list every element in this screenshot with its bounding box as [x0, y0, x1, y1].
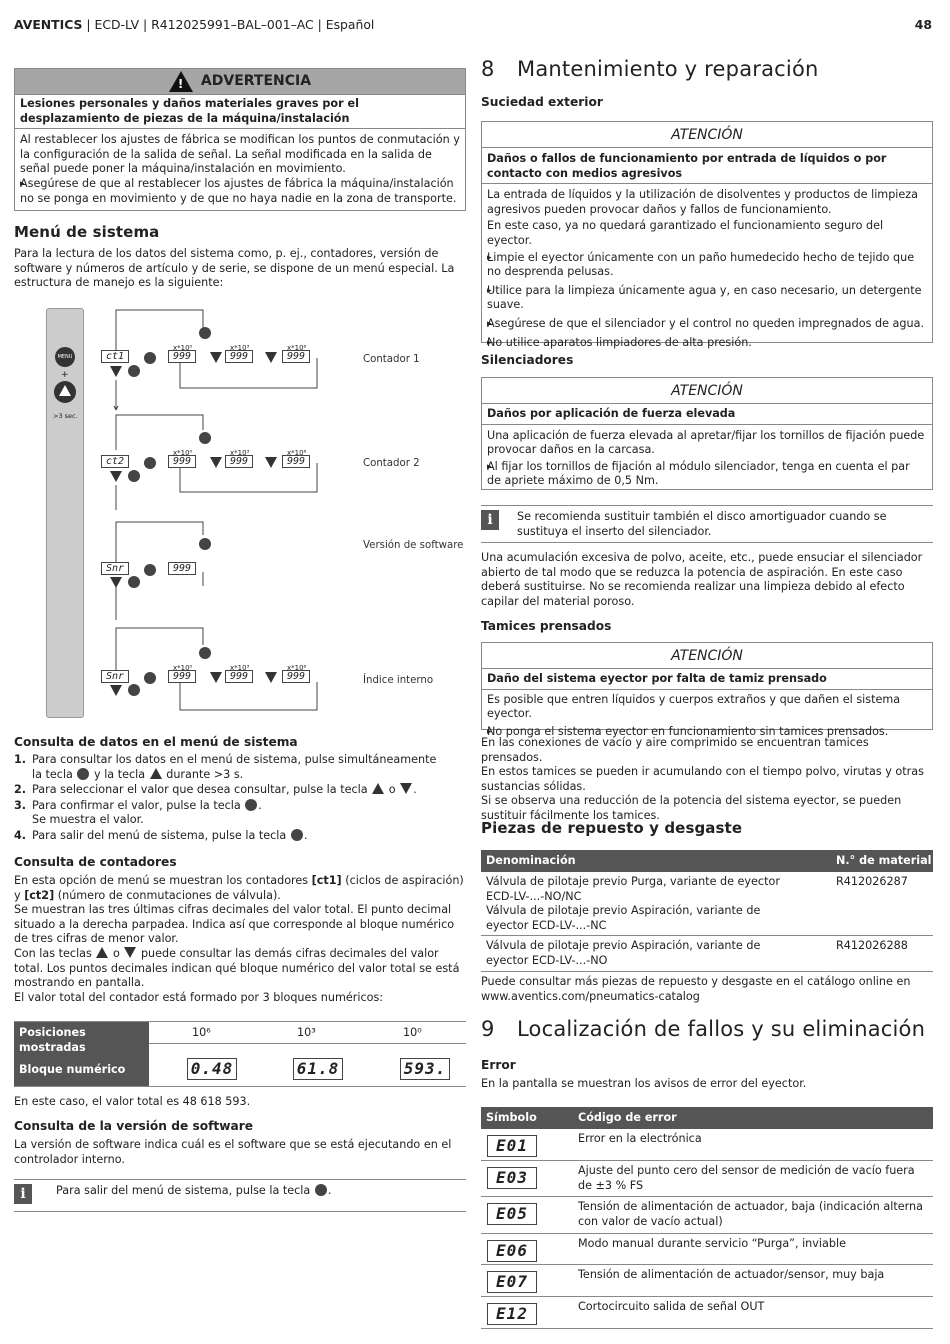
enter-key-icon: [128, 365, 140, 377]
lcd-row3-v1: 999: [168, 562, 196, 575]
plus-sign: +: [61, 370, 69, 380]
row1-label: Contador 1: [363, 354, 420, 365]
col-header: Denominación: [486, 854, 576, 867]
error-symbol: E07: [487, 1271, 537, 1293]
attention-box-3: ATENCIÓN Daño del sistema eyector por falta de tamiz prensado Es posible que entren líquidos y cuerpos extraños y que dañen el sistema eyector. ▸ No ponga el sistema eyector en funcionamiento sin tamices prensados.: [481, 642, 933, 730]
silencer-text: Una acumulación excesiva de polvo, aceite, etc., puede ensuciar el silenciador abierto de tal modo que se reduzca la potencia de aspiración. En este caso deberá sustituirse. No se recomienda realizar una limpieza debido al efecto capilar del material poroso.: [481, 551, 923, 608]
consulta-title: Consulta de datos en el menú de sistema: [14, 735, 298, 749]
lcd-row2-v1: 999: [168, 455, 196, 468]
section-menu-title: Menú de sistema: [14, 223, 160, 241]
error-description: Cortocircuito salida de señal OUT: [578, 1300, 765, 1313]
col-header: Código de error: [578, 1111, 677, 1124]
attention-title: ATENCIÓN: [482, 122, 932, 148]
step: 1. Para consultar los datos en el menú de sistema, pulse simultáneamente la tecla y la tecla durante >3 s.: [14, 753, 437, 781]
enter-key-icon: [128, 470, 140, 482]
info-text: Se recomienda sustituir también el disco amortiguador cuando se sustituya el inserto del silenciador.: [517, 510, 887, 538]
section9-title: 9 Localización de fallos y su eliminación: [481, 1017, 926, 1041]
enter-key-icon: [199, 538, 211, 550]
blocks-header: Posiciones mostradas Bloque numérico: [14, 1022, 149, 1086]
exp-label: x*10⁰: [173, 664, 193, 672]
pos-label: 10⁰: [403, 1026, 422, 1039]
error-symbol: E05: [487, 1203, 537, 1225]
lcd-row4-code: Snr: [101, 670, 129, 683]
error-symbol: E01: [487, 1135, 537, 1157]
enter-key-icon: [291, 829, 303, 841]
col-header: N.° de material: [836, 854, 932, 867]
exp-label: x*10⁰: [173, 449, 193, 457]
lcd-row4-v1: 999: [168, 670, 196, 683]
lcd-row4-v3: 999: [282, 670, 310, 683]
down-key-icon: [110, 685, 122, 696]
section8-title: 8 Mantenimiento y reparación: [481, 57, 819, 81]
brand: AVENTICS: [14, 17, 83, 32]
page-header: [14, 18, 374, 33]
exp-label: x*10⁶: [287, 344, 307, 352]
attention-subtitle: Daños o fallos de funcionamiento por entrada de líquidos o por contacto con medios agresivos: [482, 152, 932, 184]
menu-intro: Para la lectura de los datos del sistema como, p. ej., contadores, versión de software y números de artículo y de serie, se dispone de un menú especial. La estructura de manejo es la siguiente:: [14, 247, 455, 290]
error-symbol: E03: [487, 1167, 537, 1189]
up-key-icon: [150, 768, 162, 779]
error-description: Ajuste del punto cero del sensor de medición de vacío fuera de ±3 % FS: [578, 1164, 915, 1192]
enter-key-icon: [128, 576, 140, 588]
contadores-text: En esta opción de menú se muestran los contadores [ct1] (ciclos de aspiración) y [ct2] (número de conmutaciones de válvula). Se muestran las tres últimas cifras decimales del valor total. El punto decimal situado a la derecha parpadea. Indica así que corresponde al bloque numérico de tres cifras de menor valor. Con las teclas o puede consultar las demás cifras decimales del valor total. Los puntos decimales indican qué bloque numérico del valor total se está mostrando en pantalla. El valor total del contador está formado por 3 bloques numéricos:: [14, 874, 464, 1004]
table-row: [481, 1197, 933, 1234]
step: 2. Para seleccionar el valor que desea consultar, pulse la tecla o .: [14, 783, 417, 797]
enter-key-icon: [144, 672, 156, 684]
warning-bullet: ▸ Asegúrese de que al restablecer los ajustes de fábrica la máquina/instalación no se ponga en movimiento y de que no haya nadie en la zona de transporte.: [15, 177, 465, 206]
lcd-row2-v3: 999: [282, 455, 310, 468]
lcd-row2-v2: 999: [225, 455, 253, 468]
table-row: Válvula de pilotaje previo Aspiración, variante de eyector ECD-LV-...-NO R412026288: [486, 939, 908, 967]
down-key-icon: [210, 457, 222, 468]
hold-label: >3 sec.: [53, 412, 78, 420]
down-key-icon: [110, 577, 122, 588]
pos-label: 10⁶: [192, 1026, 211, 1039]
attention-title: ATENCIÓN: [482, 643, 932, 669]
row2-label: Contador 2: [363, 458, 420, 469]
error-symbol: E06: [487, 1240, 537, 1262]
software-text: La versión de software indica cuál es el software que se está ejecutando en el controlador interno.: [14, 1138, 452, 1166]
warning-icon: !: [169, 71, 193, 92]
down-key-icon: [124, 947, 136, 958]
exp-label: x*10⁰: [173, 344, 193, 352]
step: 3. Para confirmar el valor, pulse la tecla . Se muestra el valor.: [14, 798, 262, 827]
silencer-info: [481, 505, 933, 543]
lcd-row1-code: ct1: [101, 350, 129, 363]
doc-id: | ECD-LV | R412025991–BAL–001–AC | Español: [82, 17, 375, 32]
lcd-row4-v2: 999: [225, 670, 253, 683]
page-number: 48: [914, 17, 932, 32]
enter-key-icon: [77, 768, 89, 780]
exp-label: x*10³: [230, 664, 250, 672]
col-header: Símbolo: [486, 1111, 537, 1124]
table-row: [481, 1161, 933, 1197]
info-text: Para salir del menú de sistema, pulse la tecla: [56, 1184, 314, 1197]
table-row: [481, 1297, 933, 1329]
step: 4. Para salir del menú de sistema, pulse la tecla .: [14, 828, 308, 842]
enter-key-icon: [128, 684, 140, 696]
enter-key-icon: [199, 432, 211, 444]
down-key-icon: [110, 366, 122, 377]
exp-label: x*10³: [230, 449, 250, 457]
block-display: 0.48: [187, 1058, 237, 1080]
menu-diagram: [14, 300, 466, 725]
exp-label: x*10³: [230, 344, 250, 352]
warning-header: [15, 69, 465, 95]
error-description: Error en la electrónica: [578, 1132, 702, 1145]
up-key-icon: [372, 783, 384, 794]
attention-box-1: ATENCIÓN Daños o fallos de funcionamiento por entrada de líquidos o por contacto con medios agresivos La entrada de líquidos y la utilización de disolventes y productos de limpieza agresivos pueden provocar daños y fallos de funcionamiento. En este caso, ya no quedará garantizado el funcionamiento seguro del eyector. ▸ Limpie el eyector únicamente con un paño humedecido hecho de tejido que no desprenda pelusas. ▸ Utilice para la limpieza únicamente agua y, en caso necesario, un detergente suave. ▸ Asegúrese de que el silenciador y el control no queden impregnados de agua. ▸ No utilice aparatos limpiadores de alta presión.: [481, 121, 933, 343]
error-title: Error: [481, 1058, 516, 1072]
down-key-icon: [210, 352, 222, 363]
down-key-icon: [110, 471, 122, 482]
enter-key-icon: [245, 799, 257, 811]
exp-label: x*10⁶: [287, 449, 307, 457]
warning-title: ADVERTENCIA: [200, 73, 312, 90]
warning-subtitle: Lesiones personales y daños materiales graves por el desplazamiento de piezas de la máquina/instalación: [15, 97, 465, 129]
error-table: [481, 1107, 933, 1329]
exp-label: x*10⁶: [287, 664, 307, 672]
error-description: Tensión de alimentación de actuador/sensor, muy baja: [578, 1268, 885, 1281]
block-display: 593.: [400, 1058, 450, 1080]
software-title: Consulta de la versión de software: [14, 1119, 253, 1133]
tamices-text: En las conexiones de vacío y aire comprimido se encuentran tamices prensados. En estos tamices se pueden ir acumulando con el tiempo polvo, virutas y otras sustancias sólidas. Si se observa una reducción de la potencia del sistema eyector, se pueden sustituir fácilmente los tamices.: [481, 736, 924, 822]
info-icon: i: [481, 510, 499, 530]
menu-key-icon: MENU: [55, 347, 75, 367]
parts-table: [481, 850, 933, 972]
error-description: Tensión de alimentación de actuador, baja (indicación alterna con valor de vacío actual): [578, 1200, 923, 1228]
row4-label: Índice interno: [363, 675, 434, 686]
lcd-row2-code: ct2: [101, 455, 129, 468]
attention-title: ATENCIÓN: [482, 378, 932, 404]
down-key-icon: [265, 672, 277, 683]
error-text: En la pantalla se muestran los avisos de error del eyector.: [481, 1077, 807, 1090]
down-key-icon: [265, 352, 277, 363]
down-key-icon: [210, 672, 222, 683]
down-key-icon: [265, 457, 277, 468]
lcd-row1-v2: 999: [225, 350, 253, 363]
row3-label: Versión de software: [363, 540, 464, 551]
blocks-note: En este caso, el valor total es 48 618 593.: [14, 1095, 251, 1108]
enter-key-icon: [199, 647, 211, 659]
lcd-row1-v3: 999: [282, 350, 310, 363]
tamices-title: Tamices prensados: [481, 619, 612, 633]
error-symbol: E12: [487, 1303, 537, 1325]
table-row: [481, 1234, 933, 1265]
lcd-row1-v1: 999: [168, 350, 196, 363]
suciedad-title: Suciedad exterior: [481, 95, 603, 109]
parts-note: Puede consultar más piezas de repuesto y desgaste en el catálogo online en www.aventics.com/pneumatics-catalog: [481, 975, 911, 1003]
info-icon: i: [14, 1184, 32, 1204]
table-row: [481, 1129, 933, 1161]
parts-title: Piezas de repuesto y desgaste: [481, 819, 743, 837]
table-row: [481, 1265, 933, 1297]
lcd-row3-code: Snr: [101, 562, 129, 575]
enter-key-icon: [144, 564, 156, 576]
enter-key-icon: [144, 352, 156, 364]
enter-key-icon: [315, 1184, 327, 1196]
silenciadores-title: Silenciadores: [481, 353, 574, 367]
down-key-icon: [400, 783, 412, 794]
pos-label: 10³: [297, 1026, 316, 1039]
warning-box: [14, 68, 466, 211]
consulta-steps: [14, 753, 466, 844]
attention-box-2: ATENCIÓN Daños por aplicación de fuerza elevada Una aplicación de fuerza elevada al apretar/fijar los tornillos de fijación puede provocar daños en la carcasa. ▸ Al fijar los tornillos de fijación al módulo silenciador, tenga en cuenta el par de apriete máximo de 0,5 Nm.: [481, 377, 933, 490]
contadores-title: Consulta de contadores: [14, 855, 177, 869]
block-display: 61.8: [293, 1058, 343, 1080]
software-info: i Para salir del menú de sistema, pulse la tecla .: [14, 1179, 466, 1212]
blocks-table: [14, 1021, 466, 1087]
enter-key-icon: [144, 457, 156, 469]
table-row: Válvula de pilotaje previo Purga, variante de eyector ECD-LV-...-NO/NC Válvula de pilotaje previo Aspiración, variante de eyector ECD-LV-...-NC R412026287: [481, 872, 933, 936]
warning-text: Al restablecer los ajustes de fábrica se modifican los puntos de conmutación y la configuración de la salida de señal. La señal modificada en la salida de señal puede poner la máquina/instalación en movimiento.: [20, 133, 460, 176]
error-description: Modo manual durante servicio “Purga”, inviable: [578, 1237, 846, 1250]
up-key-icon: [96, 947, 108, 958]
enter-key-icon: [199, 327, 211, 339]
